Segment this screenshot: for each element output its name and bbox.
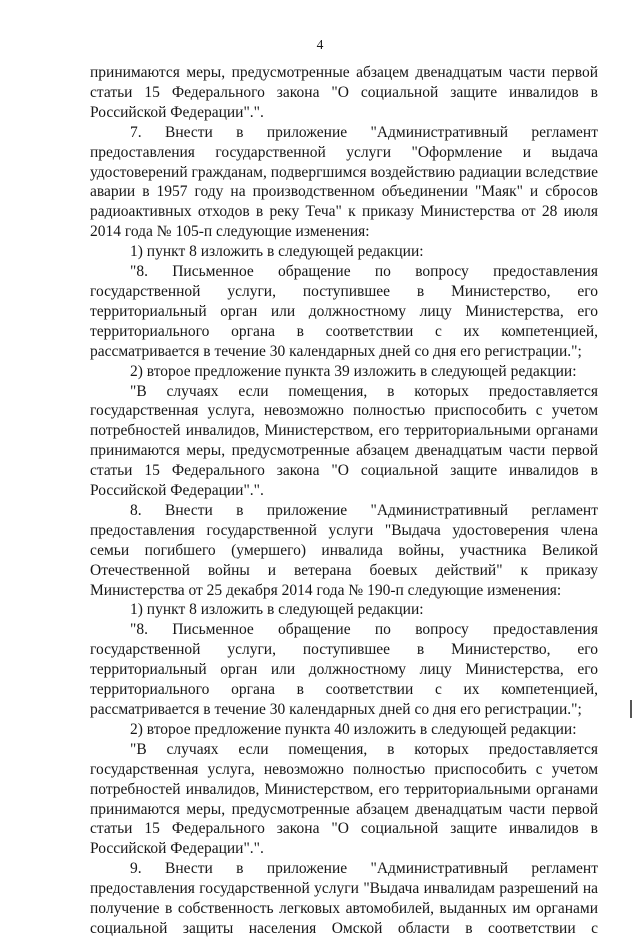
scan-mark (630, 700, 632, 718)
document-body (90, 63, 598, 939)
paragraph: 2) второе предложение пункта 40 изложить в следующей редакции: (130, 720, 577, 738)
paragraph: "В случаях если помещения, в которых предоставляется государственная услуга, невозможно полностью приспособить с учетом потребностей инвалидов, Министерством, его территориальными органами принимаются меры, предусмотренные абзацем двенадцатым части первой статьи 15 Федерального закона "О социальной защите инвалидов в Российской Федерации".". (90, 740, 598, 858)
paragraph: 9. Внести в приложение "Административный регламент предоставления государственной услуги "Выдача инвалидам разрешений на получение в собственность легковых автомобилей, выданных им органами социальной защиты населения Омской области в соответствии с (90, 860, 598, 937)
paragraph: "8. Письменное обращение по вопросу предоставления государственной услуги, поступившее в Министерство, его территориальный орган или должностному лицу Министерства, его территориального органа в соответствии с их компетенцией, рассматривается в течение 30 календарных дней со дня его регистрации."; (90, 263, 598, 360)
paragraph: принимаются меры, предусмотренные абзацем двенадцатым части первой статьи 15 Федерального закона "О социальной защите инвалидов в Российской Федерации".". (90, 64, 598, 121)
paragraph: 2) второе предложение пункта 39 изложить в следующей редакции: (130, 362, 577, 380)
paragraph: 1) пункт 8 изложить в следующей редакции: (130, 243, 424, 261)
paragraph: 1) пункт 8 изложить в следующей редакции: (130, 601, 424, 619)
paragraph: 7. Внести в приложение "Административный регламент предоставления государственной услуги "Оформление и выдача удостоверений гражданам, подвергшимся воздействию радиации вследствие аварии в 1957 году на производственном объединении "Маяк" и сбросов радиоактивных отходов в реку Теча" к приказу Министерства от 28 июля 2014 года № 105-п следующие изменения: (90, 123, 598, 241)
paragraph: "В случаях если помещения, в которых предоставляется государственная услуга, невозможно полностью приспособить с учетом потребностей инвалидов, Министерством, его территориальными органами принимаются меры, предусмотренные абзацем двенадцатым части первой статьи 15 Федерального закона "О социальной защите инвалидов в Российской Федерации".". (90, 382, 598, 500)
page-number: 4 (316, 37, 324, 52)
paragraph: 8. Внести в приложение "Административный регламент предоставления государственной услуги "Выдача удостоверения члена семьи погибшего (умершего) инвалида войны, участника Великой Отечественной войны и ветерана боевых действий" к приказу Министерства от 25 декабря 2014 года № 190-п следующие изменения: (90, 501, 598, 599)
paragraph: "8. Письменное обращение по вопросу предоставления государственной услуги, поступившее в Министерство, его территориальный орган или должностному лицу Министерства, его территориального органа в соответствии с их компетенцией, рассматривается в течение 30 календарных дней со дня его регистрации."; (90, 621, 598, 718)
